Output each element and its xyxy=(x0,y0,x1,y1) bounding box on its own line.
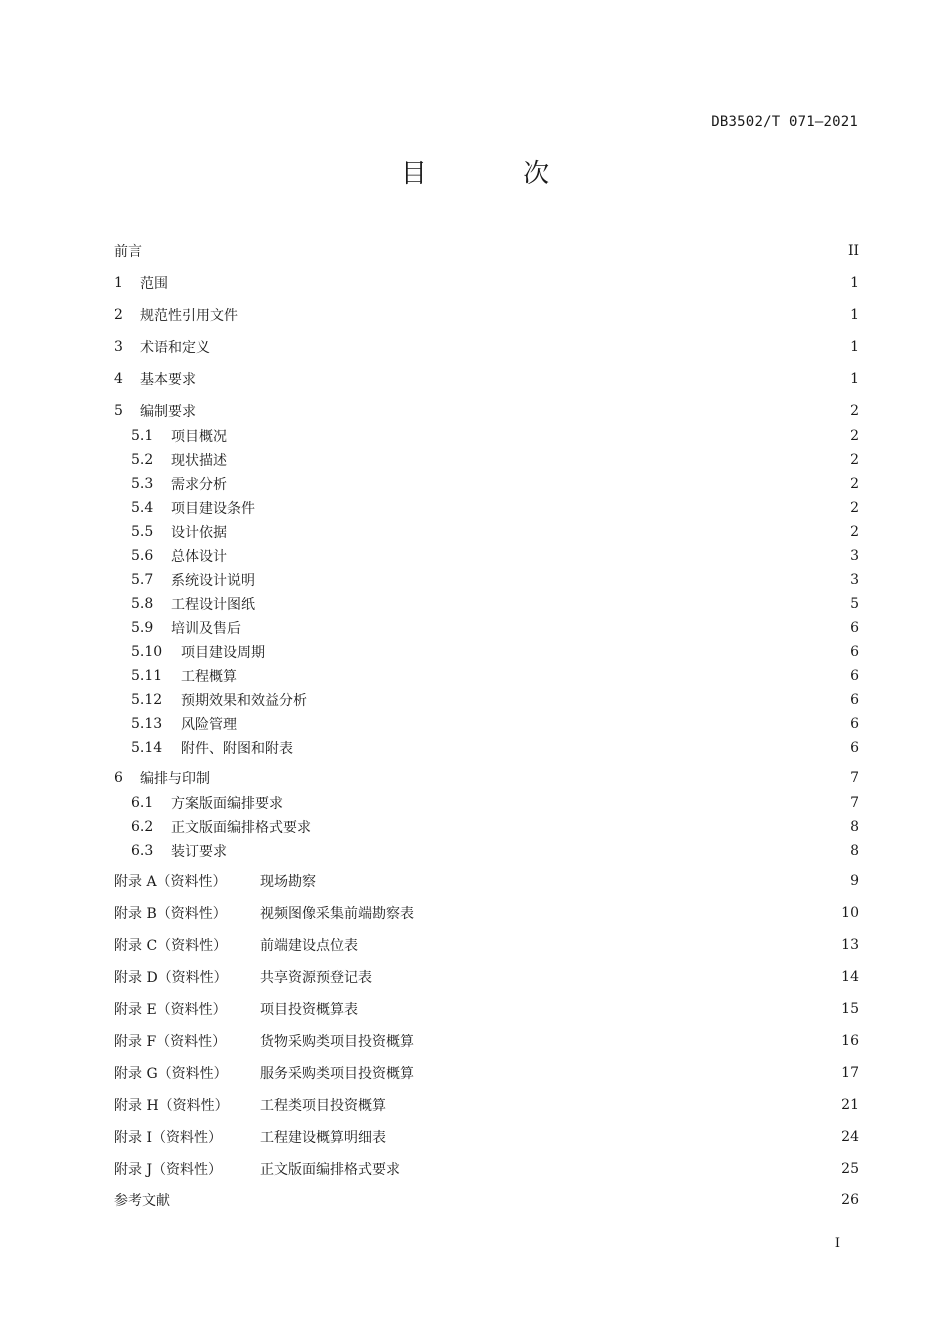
toc-entry[interactable] xyxy=(131,641,859,663)
toc-page-number: 1 xyxy=(850,275,859,291)
toc-page-number: 2 xyxy=(850,500,859,516)
toc-entry-title: 术语和定义 xyxy=(140,340,210,356)
page-title: 目 次 xyxy=(400,159,594,189)
toc-leader-dots xyxy=(213,336,845,358)
toc-entry-number: 2 xyxy=(114,307,123,323)
toc-leader-dots xyxy=(310,689,845,711)
toc-leader-dots xyxy=(240,713,845,735)
toc-leader-dots xyxy=(241,304,845,326)
toc-leader-dots xyxy=(403,1158,837,1180)
toc-leader-dots xyxy=(417,1062,837,1084)
toc-page-number: 2 xyxy=(850,428,859,444)
toc-entry-number: 5 xyxy=(114,403,123,419)
toc-page-number: 17 xyxy=(841,1065,859,1081)
toc-entry-number: 5.11 xyxy=(131,668,163,684)
toc-entry[interactable] xyxy=(131,473,859,495)
toc-entry-number: 5.13 xyxy=(131,716,163,732)
toc-entry-number: 5.2 xyxy=(131,452,154,468)
toc-leader-dots xyxy=(173,1189,837,1211)
toc-entry-title: 工程类项目投资概算 xyxy=(260,1098,386,1114)
toc-appendix-label: 附录 C（资料性） xyxy=(114,938,228,954)
toc-appendix-label: 附录 F（资料性） xyxy=(114,1034,227,1050)
toc-page-number: 3 xyxy=(850,572,859,588)
toc-leader-dots xyxy=(230,521,845,543)
standard-code: DB3502/T 071—2021 xyxy=(711,114,858,130)
toc-entry[interactable] xyxy=(131,689,859,711)
toc-entry-title: 项目投资概算表 xyxy=(260,1002,358,1018)
toc-entry-number: 6 xyxy=(114,770,123,786)
toc-entry-title: 编制要求 xyxy=(140,404,196,420)
toc-page-number: 24 xyxy=(841,1129,859,1145)
toc-page-number: 6 xyxy=(850,620,859,636)
toc-entry-title: 正文版面编排格式要求 xyxy=(171,820,311,836)
toc-leader-dots xyxy=(230,449,845,471)
toc-entry-number: 5.12 xyxy=(131,692,163,708)
toc-entry-title: 视频图像采集前端勘察表 xyxy=(260,906,414,922)
toc-entry[interactable] xyxy=(114,1189,859,1211)
toc-entry[interactable] xyxy=(114,400,859,422)
toc-entry[interactable] xyxy=(131,569,859,591)
toc-entry-number: 5.9 xyxy=(131,620,154,636)
toc-page-number: 2 xyxy=(850,524,859,540)
toc-page-number: 14 xyxy=(841,969,859,985)
toc-appendix-label: 附录 E（资料性） xyxy=(114,1002,227,1018)
toc-leader-dots xyxy=(296,737,845,759)
toc-entry[interactable] xyxy=(114,368,859,390)
toc-entry-title: 规范性引用文件 xyxy=(140,308,238,324)
toc-entry-title: 方案版面编排要求 xyxy=(171,796,283,812)
toc-page-number: 1 xyxy=(850,371,859,387)
toc-page-number: 21 xyxy=(841,1097,859,1113)
toc-entry[interactable] xyxy=(114,1030,859,1052)
toc-entry-title: 预期效果和效益分析 xyxy=(181,693,307,709)
toc-entry[interactable] xyxy=(131,593,859,615)
toc-appendix-label: 附录 B（资料性） xyxy=(114,906,227,922)
toc-leader-dots xyxy=(417,1030,837,1052)
toc-entry-title: 编排与印制 xyxy=(140,771,210,787)
toc-entry[interactable] xyxy=(114,767,859,789)
toc-leader-dots xyxy=(319,870,845,892)
toc-entry-number: 6.3 xyxy=(131,843,154,859)
toc-entry-number: 5.1 xyxy=(131,428,154,444)
toc-entry-number: 5.4 xyxy=(131,500,154,516)
toc-entry[interactable] xyxy=(114,336,859,358)
toc-entry-number: 4 xyxy=(114,371,123,387)
toc-leader-dots xyxy=(361,934,837,956)
toc-entry[interactable] xyxy=(114,1094,859,1116)
toc-leader-dots xyxy=(268,641,845,663)
toc-entry-number: 5.14 xyxy=(131,740,163,756)
toc-entry-title: 设计依据 xyxy=(171,525,227,541)
toc-entry[interactable] xyxy=(114,240,859,262)
toc-entry[interactable] xyxy=(114,304,859,326)
toc-page-number: 6 xyxy=(850,740,859,756)
toc-entry[interactable] xyxy=(131,497,859,519)
toc-page-number: II xyxy=(847,243,859,259)
toc-page-number: 15 xyxy=(841,1001,859,1017)
toc-page-number: 13 xyxy=(841,937,859,953)
toc-leader-dots xyxy=(230,545,845,567)
toc-entry-number: 3 xyxy=(114,339,123,355)
toc-appendix-label: 附录 I（资料性） xyxy=(114,1130,222,1146)
toc-entry-title: 现场勘察 xyxy=(260,874,316,890)
toc-leader-dots xyxy=(417,902,837,924)
toc-entry-title: 货物采购类项目投资概算 xyxy=(260,1034,414,1050)
toc-page-number: 1 xyxy=(850,339,859,355)
toc-page-number: 6 xyxy=(850,668,859,684)
toc-page-number: 25 xyxy=(841,1161,859,1177)
toc-leader-dots xyxy=(361,998,837,1020)
toc-page-number: 6 xyxy=(850,692,859,708)
toc-page-number: 8 xyxy=(850,843,859,859)
toc-entry-number: 5.7 xyxy=(131,572,154,588)
toc-leader-dots xyxy=(389,1094,837,1116)
toc-leader-dots xyxy=(240,665,845,687)
toc-leader-dots xyxy=(244,617,845,639)
toc-leader-dots xyxy=(145,240,844,262)
toc-page-number: 2 xyxy=(850,452,859,468)
toc-leader-dots xyxy=(230,425,845,447)
toc-entry-title: 项目概况 xyxy=(171,429,227,445)
toc-entry-title: 项目建设条件 xyxy=(171,501,255,517)
toc-leader-dots xyxy=(230,473,845,495)
toc-entry-number: 5.8 xyxy=(131,596,154,612)
toc-leader-dots xyxy=(375,966,837,988)
toc-page-number: 9 xyxy=(850,873,859,889)
toc-entry-title: 前言 xyxy=(114,244,142,260)
toc-appendix-label: 附录 H（资料性） xyxy=(114,1098,229,1114)
toc-entry[interactable] xyxy=(131,449,859,471)
toc-entry[interactable] xyxy=(131,545,859,567)
toc-entry[interactable] xyxy=(131,792,859,814)
toc-leader-dots xyxy=(258,593,845,615)
toc-entry[interactable] xyxy=(131,521,859,543)
toc-entry-title: 培训及售后 xyxy=(171,621,241,637)
toc-entry-title: 参考文献 xyxy=(114,1193,170,1209)
toc-entry-title: 范围 xyxy=(140,276,168,292)
toc-appendix-label: 附录 J（资料性） xyxy=(114,1162,223,1178)
toc-page-number: 6 xyxy=(850,644,859,660)
toc-entry[interactable] xyxy=(131,713,859,735)
toc-entry[interactable] xyxy=(114,1062,859,1084)
toc-entry[interactable] xyxy=(114,1158,859,1180)
toc-leader-dots xyxy=(314,816,845,838)
toc-leader-dots xyxy=(199,400,845,422)
toc-page-number: 2 xyxy=(850,476,859,492)
toc-entry-title: 系统设计说明 xyxy=(171,573,255,589)
toc-page-number: 7 xyxy=(850,795,859,811)
toc-entry[interactable] xyxy=(131,840,859,862)
toc-page-number: 1 xyxy=(850,307,859,323)
toc-entry-title: 工程设计图纸 xyxy=(171,597,255,613)
toc-page-number: 26 xyxy=(841,1192,859,1208)
toc-page-number: 2 xyxy=(850,403,859,419)
toc-page-number: 3 xyxy=(850,548,859,564)
toc-page-number: 6 xyxy=(850,716,859,732)
toc-entry-number: 6.1 xyxy=(131,795,154,811)
toc-entry-number: 5.5 xyxy=(131,524,154,540)
toc-entry-title: 附件、附图和附表 xyxy=(181,741,293,757)
toc-entry[interactable] xyxy=(131,737,859,759)
toc-leader-dots xyxy=(258,569,845,591)
toc-leader-dots xyxy=(213,767,845,789)
toc-leader-dots xyxy=(258,497,845,519)
toc-entry[interactable] xyxy=(131,617,859,639)
toc-page-number: 7 xyxy=(850,770,859,786)
toc-entry-title: 工程建设概算明细表 xyxy=(260,1130,386,1146)
toc-entry[interactable] xyxy=(114,998,859,1020)
toc-page-number: 5 xyxy=(850,596,859,612)
toc-entry[interactable] xyxy=(114,966,859,988)
toc-leader-dots xyxy=(199,368,845,390)
toc-entry-title: 基本要求 xyxy=(140,372,196,388)
toc-entry-title: 共享资源预登记表 xyxy=(260,970,372,986)
toc-entry[interactable] xyxy=(114,934,859,956)
toc-entry[interactable] xyxy=(114,902,859,924)
toc-entry[interactable] xyxy=(114,272,859,294)
toc-entry[interactable] xyxy=(114,870,859,892)
toc-entry-title: 需求分析 xyxy=(171,477,227,493)
toc-entry-title: 服务采购类项目投资概算 xyxy=(260,1066,414,1082)
toc-leader-dots xyxy=(286,792,845,814)
toc-appendix-label: 附录 G（资料性） xyxy=(114,1066,228,1082)
toc-entry[interactable] xyxy=(114,1126,859,1148)
toc-page-number: 8 xyxy=(850,819,859,835)
toc-entry-number: 5.3 xyxy=(131,476,154,492)
toc-page-number: 16 xyxy=(841,1033,859,1049)
toc-leader-dots xyxy=(389,1126,837,1148)
toc-leader-dots xyxy=(171,272,845,294)
toc-entry-title: 总体设计 xyxy=(171,549,227,565)
toc-page-number: 10 xyxy=(841,905,859,921)
toc-entry-title: 装订要求 xyxy=(171,844,227,860)
toc-entry-number: 5.10 xyxy=(131,644,163,660)
toc-entry-title: 前端建设点位表 xyxy=(260,938,358,954)
toc-entry[interactable] xyxy=(131,425,859,447)
toc-entry-title: 正文版面编排格式要求 xyxy=(260,1162,400,1178)
toc-entry-number: 1 xyxy=(114,275,123,291)
toc-entry[interactable] xyxy=(131,665,859,687)
toc-entry-number: 6.2 xyxy=(131,819,154,835)
toc-entry-title: 工程概算 xyxy=(181,669,237,685)
toc-entry-title: 风险管理 xyxy=(181,717,237,733)
toc-entry-title: 项目建设周期 xyxy=(181,645,265,661)
toc-entry[interactable] xyxy=(131,816,859,838)
toc-leader-dots xyxy=(230,840,845,862)
toc-entry-title: 现状描述 xyxy=(171,453,227,469)
toc-appendix-label: 附录 D（资料性） xyxy=(114,970,228,986)
page-folio: I xyxy=(834,1236,840,1251)
toc-appendix-label: 附录 A（资料性） xyxy=(114,874,227,890)
toc-entry-number: 5.6 xyxy=(131,548,154,564)
